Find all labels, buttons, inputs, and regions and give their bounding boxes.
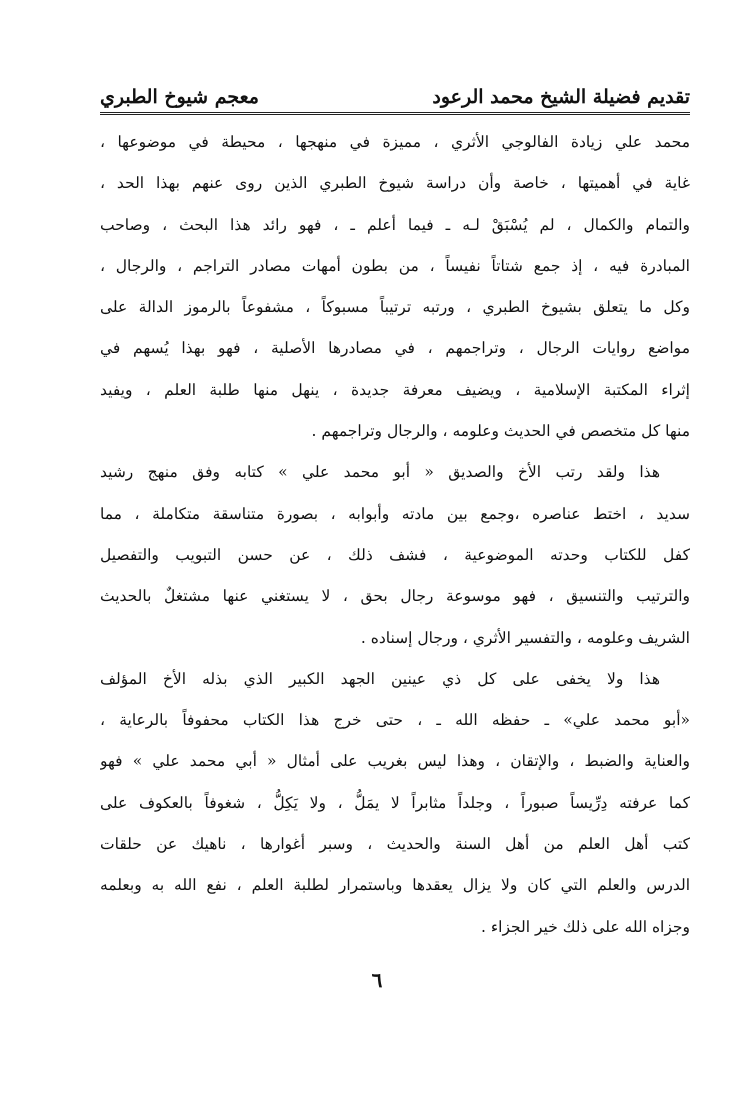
header-section-title: تقديم فضيلة الشيخ محمد الرعود (432, 86, 690, 108)
page-number: ٦ (371, 968, 383, 992)
text-line: «أبو محمد علي» ـ حفظه الله ـ ، حتى خرج هذا الكتاب محفوفاً بالرعاية ، (100, 711, 690, 730)
text-line: والترتيب والتنسيق ، فهو موسوعة رجال بحق ، لا يستغني عنها مشتغلٌ بالحديث (100, 587, 690, 606)
text-line: المبادرة فيه ، إذ جمع شتاتاً نفيساً ، من بطون أمهات مصادر التراجم ، والرجال ، (100, 256, 690, 275)
text-line: والعناية والضبط ، والإتقان ، وهذا ليس بغريب على أمثال « أبي محمد علي » فهو (100, 752, 690, 771)
text-line: والتمام والكمال ، لم يُسْبَقْ لـه ـ فيما أعلم ـ ، فهو رائد هذا البحث ، وصاحب (100, 215, 690, 234)
text-line: كتب أهل العلم من أهل السنة والحديث ، وسبر أغوارها ، ناهيك عن حلقات (100, 835, 690, 854)
paragraph-start-line: هذا ولا يخفى على كل ذي عينين الجهد الكبير الذي بذله الأخ المؤلف (100, 669, 660, 688)
text-line: محمد علي زيادة الفالوجي الأثري ، مميزة في منهجها ، محيطة في موضوعها ، (100, 133, 690, 151)
text-line: غاية في أهميتها ، خاصة وأن دراسة شيوخ الطبري الذين روى عنهم بهذا الحد ، (100, 174, 690, 193)
body-text (100, 122, 690, 948)
text-line: كفل للكتاب وحدته الموضوعية ، فشف ذلك ، عن حسن التبويب والتفصيل (100, 545, 690, 564)
text-line: سديد ، اختط عناصره ،وجمع بين مادته وأبوابه ، بصورة متناسقة متكاملة ، مما (100, 504, 690, 523)
text-line: الدرس والعلم التي كان ولا يزال يعقدها وباستمرار لطلبة العلم ، نفع الله به وبعلمه (100, 876, 690, 895)
running-header (100, 68, 690, 108)
paragraph-start-line: هذا ولقد رتب الأخ والصديق « أبو محمد علي » كتابه وفق منهج رشيد (100, 463, 660, 482)
header-rule (100, 112, 690, 115)
text-line: منها كل متخصص في الحديث وعلومه ، والرجال وتراجمهم . (311, 422, 690, 441)
text-line: مواضع روايات الرجال ، وتراجمهم ، في مصادرها الأصلية ، فهو بهذا يُسهم في (100, 339, 690, 358)
header-book-title: معجم شيوخ الطبري (100, 86, 259, 108)
text-line: وجزاه الله على ذلك خير الجزاء . (481, 917, 690, 936)
text-line: كما عرفته دِرِّيساً صبوراً ، وجلداً مثابراً لا يمَلُّ ، ولا يَكِلُّ ، شغوفاً بالعكوف على (100, 793, 690, 812)
text-line: الشريف وعلومه ، والتفسير الأثري ، ورجال إسناده . (360, 628, 690, 647)
text-line: وكل ما يتعلق بشيوخ الطبري ، ورتبه ترتيباً مسبوكاً ، مشفوعاً بالرموز الدالة على (100, 298, 690, 317)
text-line: إثراء المكتبة الإسلامية ، ويضيف معرفة جديدة ، ينهل منها طلبة العلم ، ويفيد (100, 380, 690, 399)
